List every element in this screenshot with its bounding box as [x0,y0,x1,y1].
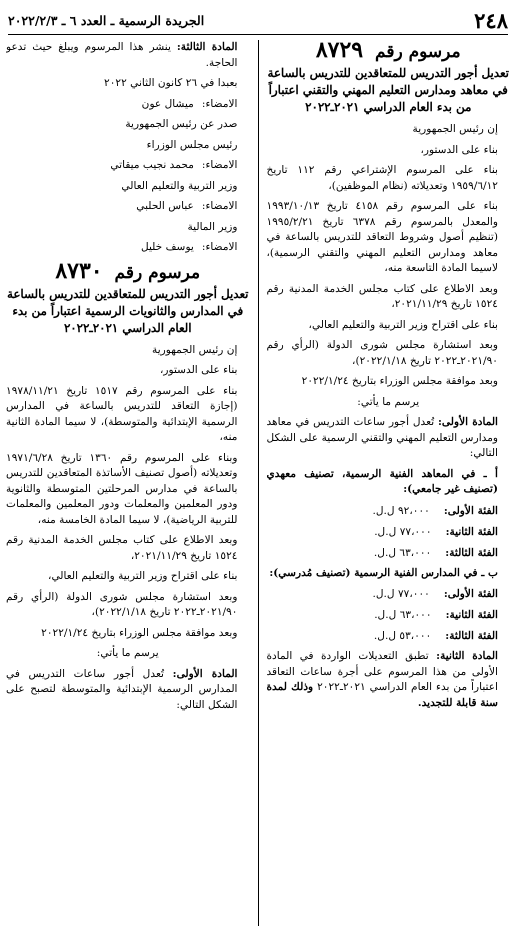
article-3 [6,40,250,71]
article-text: تُعدل أجور ساعات التدريس في المدارس الرسمية الإبتدائية والمتوسطة لتصبح على الشكل التالي: [6,667,238,711]
preamble-line: وبعد موافقة مجلس الوزراء بتاريخ ٢٠٢٢/١/٢٤ [301,375,498,387]
right-column [259,40,511,926]
fee-amount: ٧٧،٠٠٠ ل.ل. [372,588,430,600]
signature-pm [6,158,250,174]
signature-edu-minister [6,199,250,215]
fee-row [267,503,511,519]
signature-label: الامضاء: [201,97,238,110]
article-text-bold: وذلك لمدة سنة قابلة للتجديد. [266,681,498,709]
section-b-title: ب ـ في المدارس الفنية الرسمية (تصنيف مُدرسي): [269,566,498,579]
page-header [8,6,508,35]
fee-amount: ٦٣،٠٠٠ ل.ل. [373,546,432,559]
gazette-issue-title: الجريدة الرسمية ـ العدد ٦ ـ ٢٠٢٢/٢/٣ [8,12,205,28]
article-label: المادة الثانية: [436,650,499,662]
fee-row [267,524,511,540]
fee-row [267,586,511,602]
signatory-name: محمد نجيب ميقاتي [110,159,194,171]
fee-row [267,628,511,644]
preamble-line: بناء على الدستور، [420,143,498,156]
decree-number: ٨٧٣٠ [55,257,103,284]
left-column [6,40,259,926]
fee-row [267,607,511,623]
article-text: ينشر هذا المرسوم ويبلغ حيث تدعو الحاجة. [6,41,238,69]
signature-fin-minister [6,240,250,256]
decree-8729-heading [267,40,511,63]
signatory-name: ميشال عون [141,97,194,110]
edu-minister-title: وزير التربية والتعليم العالي [121,179,238,192]
preamble-line: وبعد استشارة مجلس شورى الدولة (الرأي رقم ٢٠٢١/٩٠ـ٢٠٢٢ تاريخ ٢٠٢٢/١/١٨)، [6,590,238,618]
date-line: بعبدا في ٢٦ كانون الثاني ٢٠٢٢ [104,77,238,89]
preamble-line: بناء على المرسوم الإشتراعي رقم ١١٢ تاريخ ١٩٥٩/٦/١٢ وتعديلاته (نظام الموظفين)، [266,164,498,192]
preamble-line: إن رئيس الجمهورية [152,343,238,356]
preamble-line: وبناء على المرسوم رقم ١٣٦٠ تاريخ ١٩٧١/٦/٢٨ وتعديلاته (أصول تصنيف الأساتذة المتعاقدين للتدريس بالساعة في مدارس المرحلتين المتوسطة والثانوية ودور المعلمين والمعلمات ودور المعلمين والمعلمات للتربية الرياضية)، لا سيما المادة الخامسة منه، [6,451,238,526]
article-label: المادة الأولى: [438,416,498,428]
fin-minister-title: وزير المالية [187,220,238,233]
fee-category: الفئة الثانية: [445,525,498,538]
signature-label: الامضاء: [201,159,238,171]
fee-category: الفئة الثالثة: [445,630,498,642]
preamble-line: بناء على اقتراح وزير التربية والتعليم العالي، [308,318,498,331]
decree-8730-subject: تعديل أجور التدريس للمتعاقدين للتدريس بالساعة في المدارس والثانويات الرسمية اعتباراً من بدء العام الدراسي ٢٠٢١ـ٢٠٢٢ [7,286,249,335]
preamble-line: وبعد الاطلاع على كتاب مجلس الخدمة المدنية رقم ١٥٢٤ تاريخ ٢٠٢١/١١/٢٩، [266,282,498,310]
signature-label: الامضاء: [201,200,238,212]
article-label: المادة الثالثة: [176,41,238,53]
article-text: تطبق التعديلات الواردة في المادة الأولى من هذا المرسوم على أجرة ساعات التعاقد اعتباراً من بدء العام الدراسي ٢٠٢١ـ٢٠٢٢ [266,650,498,693]
preamble-line: بناء على المرسوم رقم ٤١٥٨ تاريخ ١٩٩٣/١٠/١٣ والمعدل بالمرسوم رقم ٦٣٧٨ تاريخ ١٩٩٥/٢/٢١ (تنظيم أصول وشروط التعاقد للتدريس بالساعة في معاهد ومدارس التعليم المهني والتقني الرسمية)، لاسيما المادة التاسعة منه، [266,200,498,274]
preamble-line: إن رئيس الجمهورية [412,123,498,135]
signatory-name: يوسف خليل [140,241,194,253]
fee-amount: ٩٢،٠٠٠ ل.ل. [372,504,430,517]
pm-title: رئيس مجلس الوزراء [146,138,238,151]
decrees-line: يرسم ما يأتي: [357,395,420,408]
decree-8729-subject: تعديل أجور التدريس للمتعاقدين للتدريس بالساعة في معاهد ومدارس التعليم المهني والتقني اعتباراً من بدء العام الدراسي ٢٠٢١ـ٢٠٢٢ [267,66,509,114]
article-1 [6,667,250,714]
fee-row [267,545,511,561]
fee-category: الفئة الأولى: [443,588,498,600]
issued-by-line: صدر عن رئيس الجمهورية [125,118,238,130]
fee-category: الفئة الأولى: [443,504,498,517]
fee-amount: ٧٧،٠٠٠ ل.ل. [374,525,432,538]
signature-president [6,97,250,113]
page-number: ٢٤٨ [474,7,508,33]
article-label: المادة الأولى: [172,667,238,680]
article-1 [267,415,511,462]
decree-number: ٨٧٢٩ [315,40,364,63]
decree-title: مرسوم رقم [375,42,461,62]
preamble-line: بناء على الدستور، [159,364,238,376]
two-column-body [6,40,510,926]
preamble-line: بناء على اقتراح وزير التربية والتعليم العالي، [48,570,238,582]
preamble-line: بناء على المرسوم رقم ١٥١٧ تاريخ ١٩٧٨/١١/٢١ (إجازة التعاقد للتدريس بالساعة في المدارس الرسمية الإبتدائية والمتوسطة)، لا سيما المادة الثانية منه، [6,384,238,443]
preamble-line: وبعد الاطلاع على كتاب مجلس الخدمة المدنية رقم ١٥٢٤ تاريخ ٢٠٢١/١١/٢٩، [6,534,238,562]
decree-8730-heading [6,257,250,284]
preamble-line: وبعد موافقة مجلس الوزراء بتاريخ ٢٠٢٢/١/٢٤ [41,626,238,639]
article-2 [267,649,511,711]
fee-amount: ٦٣،٠٠٠ ل.ل. [374,609,432,621]
fee-category: الفئة الثانية: [445,609,498,621]
fee-amount: ٥٣،٠٠٠ ل.ل. [373,630,432,642]
decree-title: مرسوم رقم [114,262,201,283]
article-text: تُعدل أجور ساعات التدريس في معاهد ومدارس التعليم المهني والتقني الرسمية على الشكل التالي: [266,416,498,459]
fee-category: الفئة الثالثة: [445,546,498,559]
section-a-title: أ ـ في المعاهد الفنية الرسمية، تصنيف معهدي (تصنيف غير جامعي): [266,467,498,495]
decrees-line: يرسم ما يأتي: [96,647,159,659]
preamble-line: وبعد استشارة مجلس شورى الدولة (الرأي رقم ٢٠٢١/٩٠ـ٢٠٢٢ تاريخ ٢٠٢٢/١/١٨)، [266,339,498,367]
signatory-name: عباس الحلبي [136,200,194,212]
signature-label: الامضاء: [201,241,238,253]
